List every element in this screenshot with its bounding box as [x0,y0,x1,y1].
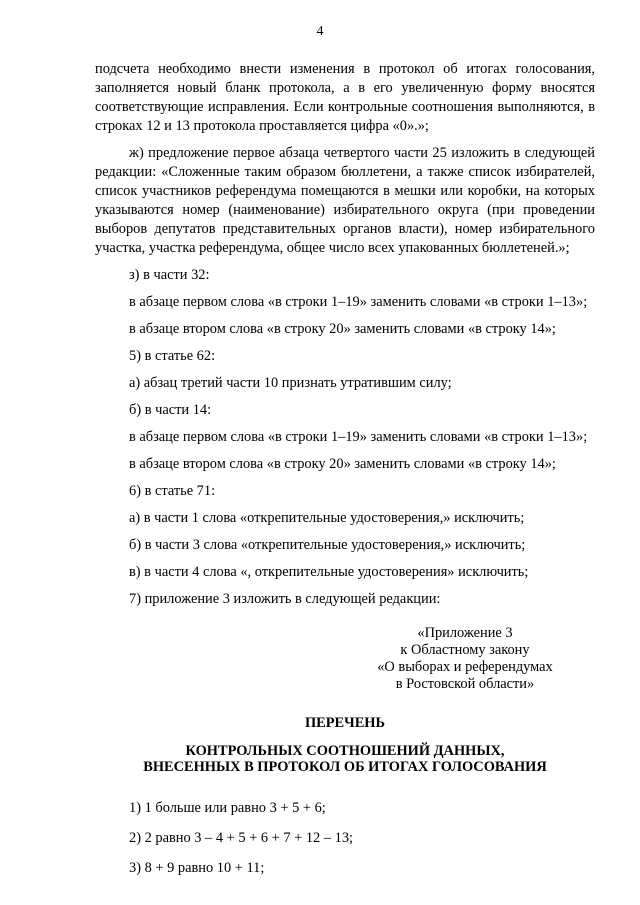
paragraph: а) в части 1 слова «открепительные удостоверения,» исключить; [129,510,525,526]
document-body [95,60,595,889]
paragraph: а) абзац третий части 10 признать утратившим силу; [129,375,452,391]
list-item: 2) 2 равно 3 – 4 + 5 + 6 + 7 + 12 – 13; [129,830,354,846]
document-title [95,715,595,775]
paragraph: ж) предложение первое абзаца четвертого части 25 изложить в следующей редакции: «Сложенные таким образом бюллетени, а также список избирателей, список участников референдума помещаются в мешки или коробки, на которых указываются номер (наименование) избирательного округа (при проведении выборов депутатов представительных органов власти), номер избирательного участка, участка референдума, общее число всех упакованных бюллетеней.»; [95,145,595,256]
appendix-line: «О выборах и референдумах [377,659,553,675]
paragraph: в абзаце первом слова «в строки 1–19» заменить словами «в строки 1–13»; [129,429,588,445]
appendix-line: к Областному закону [400,642,530,658]
appendix-reference [335,625,595,693]
ratio-list [95,799,595,878]
paragraph: з) в части 32: [129,267,210,283]
paragraph: в абзаце втором слова «в строку 20» заменить словами «в строку 14»; [129,456,556,472]
paragraph: б) в части 3 слова «открепительные удостоверения,» исключить; [129,537,526,553]
paragraph: 6) в статье 71: [129,483,216,499]
paragraph: 5) в статье 62: [129,348,216,364]
list-item: 1) 1 больше или равно 3 + 5 + 6; [129,800,326,816]
title-subheading: ВНЕСЕННЫХ В ПРОТОКОЛ ОБ ИТОГАХ ГОЛОСОВАНИЯ [143,759,547,775]
paragraph: в абзаце втором слова «в строку 20» заменить словами «в строку 14»; [129,321,556,337]
paragraph: в абзаце первом слова «в строки 1–19» заменить словами «в строки 1–13»; [129,294,588,310]
title-subheading: КОНТРОЛЬНЫХ СООТНОШЕНИЙ ДАННЫХ, [185,743,505,759]
list-item: 3) 8 + 9 равно 10 + 11; [129,860,265,876]
paragraph: б) в части 14: [129,402,212,418]
page-number: 4 [316,24,324,39]
paragraph: подсчета необходимо внести изменения в протокол об итогах голосования, заполняется новый бланк протокола, а в его увеличенную форму вносятся соответствующие исправления. Если контрольные соотношения выполняются, в строках 12 и 13 протокола проставляется цифра «0».»; [95,61,595,134]
paragraph: 7) приложение 3 изложить в следующей редакции: [129,591,441,607]
appendix-line: «Приложение 3 [417,625,513,641]
appendix-line: в Ростовской области» [395,676,535,692]
paragraph: в) в части 4 слова «, открепительные удостоверения» исключить; [129,564,529,580]
title-heading: ПЕРЕЧЕНЬ [304,715,386,731]
